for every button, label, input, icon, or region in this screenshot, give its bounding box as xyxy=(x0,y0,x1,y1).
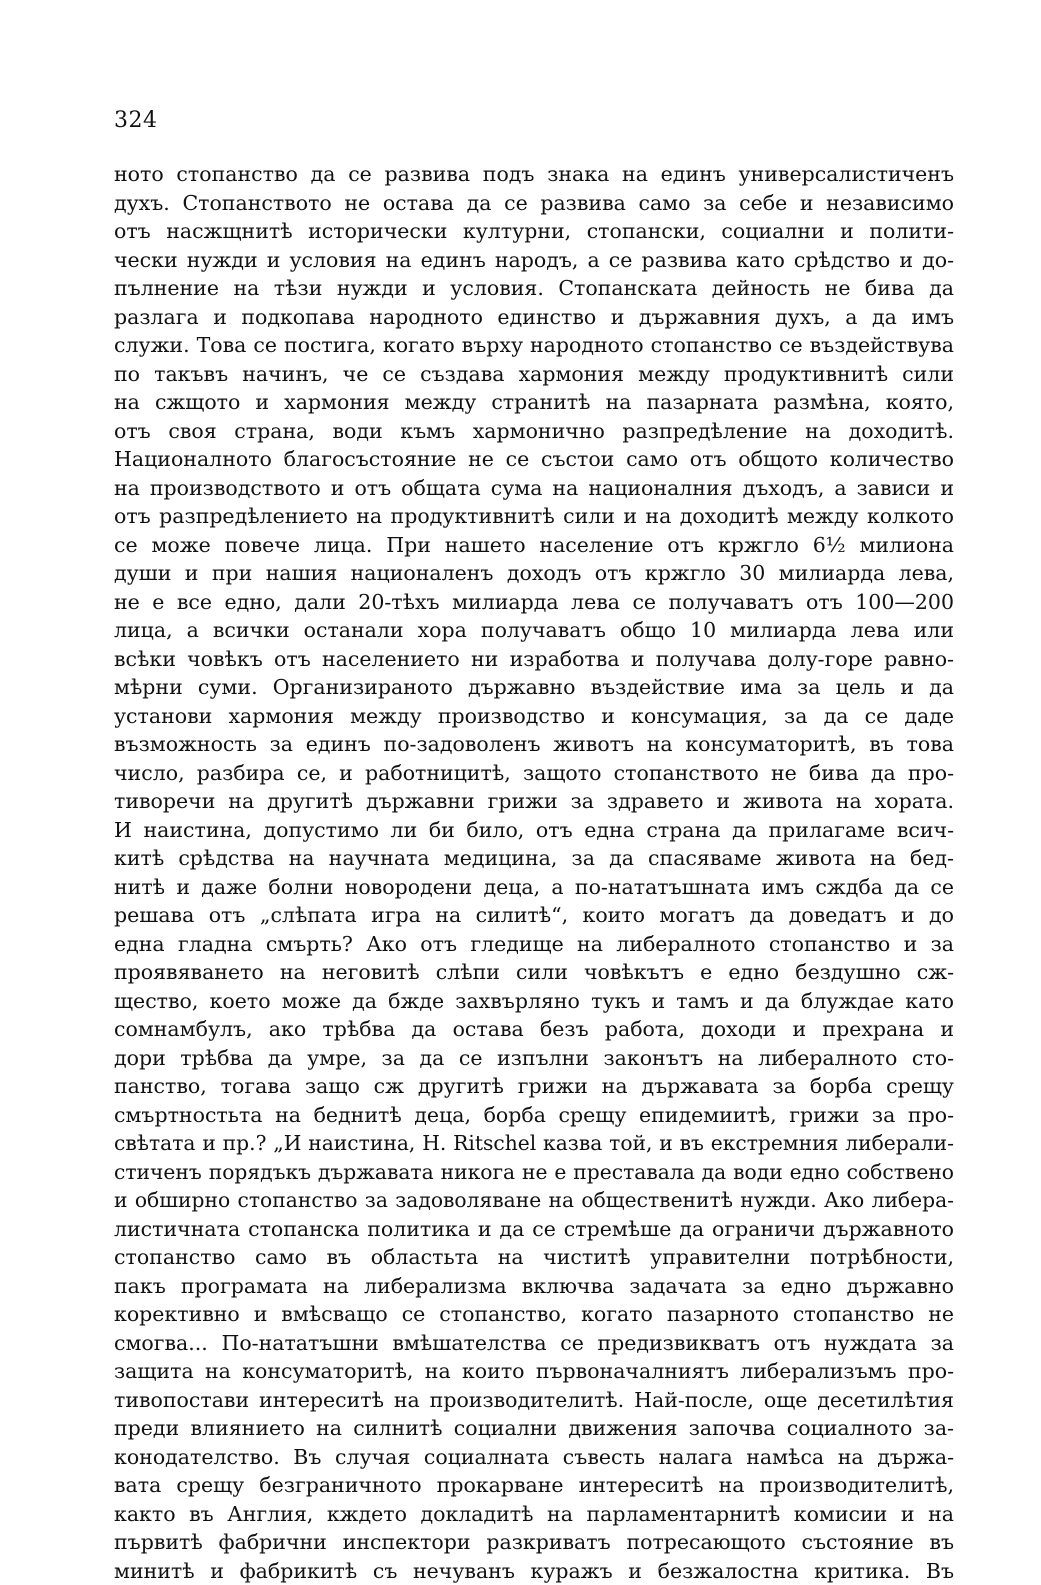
text-line: отъ насжщнитѣ исторически културни, стопански, социални и полити- xyxy=(114,217,954,246)
text-line: както въ Англия, кждето докладитѣ на парламентарнитѣ комисии и на xyxy=(114,1500,954,1529)
text-line: свѣтата и пр.? „И наистина, H. Ritschel казва той, и въ екстремния либерали- xyxy=(114,1129,954,1158)
text-line: смъртностьта на беднитѣ деца, борба срещу епидемиитѣ, грижи за про- xyxy=(114,1101,954,1130)
text-line: установи хармония между производство и консумация, за да се даде xyxy=(114,702,954,731)
text-line: вата срещу безграничното прокарване интереситѣ на производителитѣ, xyxy=(114,1471,954,1500)
text-line: панство, тогава защо сж другитѣ грижи на държавата за борба срещу xyxy=(114,1072,954,1101)
text-line: стиченъ порядъкъ държавата никога не е преставала да води едно собствено xyxy=(114,1158,954,1187)
text-line: на производството и отъ общата сума на националния дъходъ, а зависи и xyxy=(114,474,954,503)
text-line: се може повече лица. При нашето население отъ кржгло 6½ милиона xyxy=(114,531,954,560)
text-line: лица, а всички останали хора получаватъ общо 10 милиарда лева или xyxy=(114,616,954,645)
text-line: на сжщото и хармония между странитѣ на пазарната размѣна, която, xyxy=(114,388,954,417)
text-line: възможность за единъ по-задоволенъ животъ на консуматоритѣ, въ това xyxy=(114,730,954,759)
text-line: китѣ срѣдства на научната медицина, за да спасяваме живота на бед- xyxy=(114,844,954,873)
text-line: дори трѣбва да умре, за да се изпълни законътъ на либералното сто- xyxy=(114,1044,954,1073)
text-line: преди влиянието на силнитѣ социални движения започва социалното за- xyxy=(114,1414,954,1443)
text-line: по такъвъ начинъ, че се създава хармония между продуктивнитѣ сили xyxy=(114,360,954,389)
text-line: тивопостави интереситѣ на производителитѣ. Най-после, още десетилѣтия xyxy=(114,1386,954,1415)
text-line: тиворечи на другитѣ държавни грижи за здравето и живота на хората. xyxy=(114,787,954,816)
text-line: служи. Това се постига, когато върху народното стопанство се въздействува xyxy=(114,331,954,360)
body-text xyxy=(114,160,954,1585)
text-line: всѣки човѣкъ отъ населението ни изработва и получава долу-горе равно- xyxy=(114,645,954,674)
text-line: смогва... По-нататъшни вмѣшателства се предизвикватъ отъ нуждата за xyxy=(114,1329,954,1358)
text-line: духъ. Стопанството не остава да се развива само за себе и независимо xyxy=(114,189,954,218)
text-line: една гладна смърть? Ако отъ гледище на либералното стопанство и за xyxy=(114,930,954,959)
text-line: пакъ програмата на либерализма включва задачата за едно държавно xyxy=(114,1272,954,1301)
text-line: листичната стопанска политика и да се стремѣше да ограничи държавното xyxy=(114,1215,954,1244)
page-number: 324 xyxy=(114,108,158,133)
text-line: разлага и подкопава народното единство и държавния духъ, а да имъ xyxy=(114,303,954,332)
text-line: отъ разпредѣлението на продуктивнитѣ сили и на доходитѣ между колкото xyxy=(114,502,954,531)
text-line: проявяването на неговитѣ слѣпи сили човѣкътъ е едно бездушно сж- xyxy=(114,958,954,987)
text-line: отъ своя страна, води къмъ хармонично разпредѣление на доходитѣ. xyxy=(114,417,954,446)
text-line: сомнамбулъ, ако трѣбва да остава безъ работа, доходи и прехрана и xyxy=(114,1015,954,1044)
text-line: корективно и вмѣсващо се стопанство, когато пазарното стопанство не xyxy=(114,1300,954,1329)
text-line: ното стопанство да се развива подъ знака на единъ универсалистиченъ xyxy=(114,160,954,189)
text-line: пълнение на тѣзи нужди и условия. Стопанската дейность не бива да xyxy=(114,274,954,303)
text-line: И наистина, допустимо ли би било, отъ една страна да прилагаме всич- xyxy=(114,816,954,845)
text-line: конодателство. Въ случая социалната съвесть налага намѣса на държа- xyxy=(114,1443,954,1472)
text-line: нитѣ и даже болни новородени деца, а по-нататъшната имъ сждба да се xyxy=(114,873,954,902)
text-line: първитѣ фабрични инспектори разкриватъ потресающото състояние въ xyxy=(114,1528,954,1557)
text-line: решава отъ „слѣпата игра на силитѣ“, които могатъ да доведатъ и до xyxy=(114,901,954,930)
text-line: минитѣ и фабрикитѣ съ нечуванъ куражъ и безжалостна критика. Въ xyxy=(114,1557,954,1585)
text-line: души и при нашия националенъ доходъ отъ кржгло 30 милиарда лева, xyxy=(114,559,954,588)
text-line: не е все едно, дали 20-тѣхъ милиарда лева се получаватъ отъ 100—200 xyxy=(114,588,954,617)
text-line: число, разбира се, и работницитѣ, защото стопанството не бива да про- xyxy=(114,759,954,788)
text-line: щество, което може да бжде захвърляно тукъ и тамъ и да блуждае като xyxy=(114,987,954,1016)
text-line: Националното благосъстояние не се състои само отъ общото количество xyxy=(114,445,954,474)
text-line: чески нужди и условия на единъ народъ, а се развива като срѣдство и до- xyxy=(114,246,954,275)
text-line: мѣрни суми. Организираното държавно въздействие има за цель и да xyxy=(114,673,954,702)
text-line: и обширно стопанство за задоволяване на общественитѣ нужди. Ако либера- xyxy=(114,1186,954,1215)
text-line: стопанство само въ областьта на чиститѣ управителни потрѣбности, xyxy=(114,1243,954,1272)
text-line: защита на консуматоритѣ, на които първоначалниятъ либерализъмъ про- xyxy=(114,1357,954,1386)
